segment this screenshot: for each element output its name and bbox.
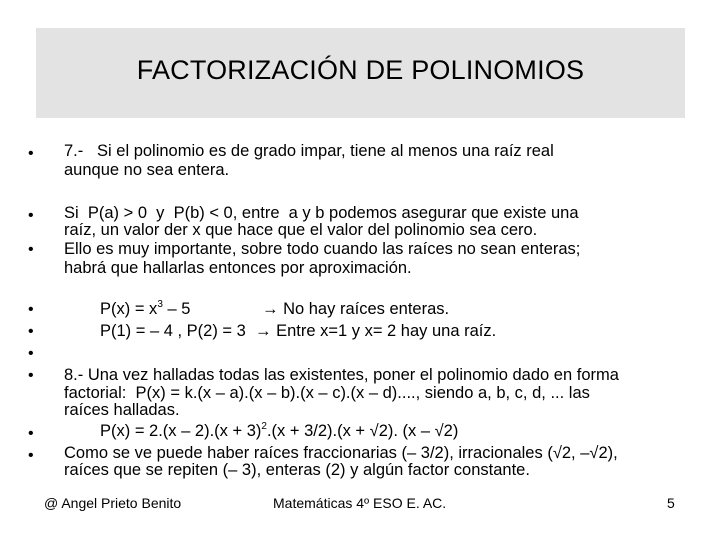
text-line: P(1) = – 4 , P(2) = 3 → Entre x=1 y x= 2 hay una raíz. xyxy=(100,322,497,340)
text-line: 8.- Una vez halladas todas las existentes, poner el polinomio dado en forma xyxy=(64,366,619,384)
text-line: factorial: P(x) = k.(x – a).(x – b).(x – c).(x – d)...., siendo a, b, c, d, ... las xyxy=(64,384,590,402)
bullet-marker: • xyxy=(28,241,34,258)
formula-part: P(x) = 2.(x – 2).(x + 3) xyxy=(100,422,262,440)
footer-author: @ Angel Prieto Benito xyxy=(44,495,182,511)
text-line: Ello es muy importante, sobre todo cuando las raíces no sean enteras; xyxy=(64,240,581,258)
bullet-marker: • xyxy=(28,301,34,318)
formula-part: .(x + 3/2).(x + √2). (x – √2) xyxy=(266,422,459,440)
text-line: raíces que se repiten (– 3), enteras (2) y algún factor constante. xyxy=(64,461,530,479)
bullet-marker: • xyxy=(28,207,34,224)
text-line: habrá que hallarlas entonces por aproximación. xyxy=(64,259,412,277)
exponent: 3 xyxy=(157,298,163,310)
bullet-marker: • xyxy=(28,345,34,362)
text-line: Si P(a) > 0 y P(b) < 0, entre a y b podemos asegurar que existe una xyxy=(64,204,579,222)
text-line: aunque no sea entera. xyxy=(64,161,230,179)
exponent: 2 xyxy=(261,420,267,432)
text-line: 7.- Si el polinomio es de grado impar, tiene al menos una raíz real xyxy=(64,142,554,160)
bullet-marker: • xyxy=(28,145,34,162)
footer-course: Matemáticas 4º ESO E. AC. xyxy=(273,495,447,511)
bullet-marker: • xyxy=(28,323,34,340)
bullet-marker: • xyxy=(28,447,34,464)
bullet-marker: • xyxy=(28,425,34,442)
text-line: → No hay raíces enteras. xyxy=(262,300,450,318)
text-line: raíces halladas. xyxy=(64,401,180,419)
text-line: raíz, un valor der x que hace que el valor del polinomio sea cero. xyxy=(64,221,538,239)
text-line: Como se ve puede haber raíces fraccionarias (– 3/2), irracionales (√2, –√2), xyxy=(64,444,618,462)
formula-line xyxy=(100,300,190,319)
slide-title: FACTORIZACIÓN DE POLINOMIOS xyxy=(136,55,585,85)
formula-part: – 5 xyxy=(162,300,191,318)
bullet-marker: • xyxy=(28,367,34,384)
formula-part: P(x) = x xyxy=(100,300,158,318)
page-number: 5 xyxy=(667,495,675,511)
formula-line xyxy=(100,422,458,441)
